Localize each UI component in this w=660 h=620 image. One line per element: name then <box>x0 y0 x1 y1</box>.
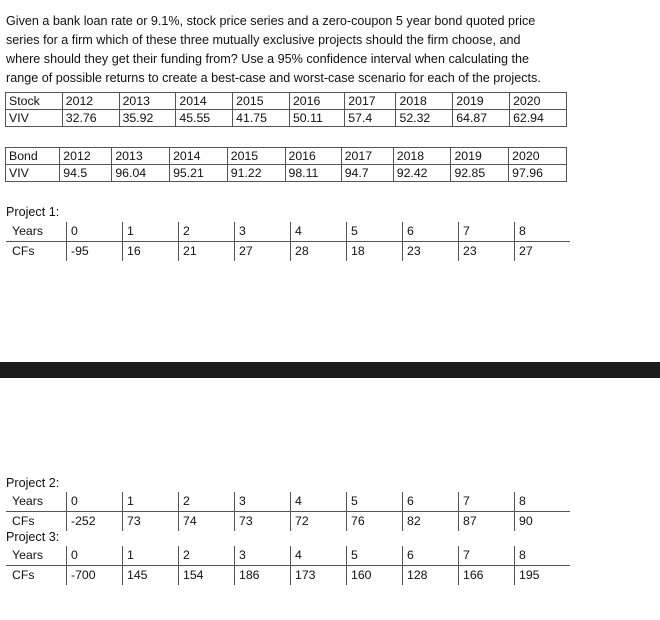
table-cell: VIV <box>6 165 60 182</box>
cf-cell: 87 <box>459 512 515 532</box>
cf-cell: 195 <box>515 566 571 586</box>
table-cell: 2017 <box>345 93 396 110</box>
year-cell: 2 <box>179 492 235 512</box>
cf-cell: 23 <box>403 242 459 262</box>
table-cell: 2020 <box>510 93 567 110</box>
table-cell: 2014 <box>170 148 228 165</box>
year-cell: 2 <box>179 546 235 566</box>
cf-cell: -95 <box>67 242 123 262</box>
bond-table-data-row <box>6 165 567 182</box>
table-cell: 32.76 <box>62 110 119 127</box>
year-cell: 8 <box>515 222 571 242</box>
table-cell: 35.92 <box>119 110 176 127</box>
table-cell: Bond <box>6 148 60 165</box>
table-cell: 2017 <box>341 148 393 165</box>
table-cell: 41.75 <box>233 110 290 127</box>
cf-cell: 128 <box>403 566 459 586</box>
bond-table-header-row <box>6 148 567 165</box>
bond-price-table <box>5 147 567 182</box>
table-cell: 2018 <box>396 93 453 110</box>
table-cell: 91.22 <box>227 165 285 182</box>
question-line: where should they get their funding from? Use a 95% confidence interval when calculating the <box>6 52 529 66</box>
year-cell: 7 <box>459 222 515 242</box>
year-cell: 8 <box>515 546 571 566</box>
cf-cell: 72 <box>291 512 347 532</box>
question-line: range of possible returns to create a best-case and worst-case scenario for each of the projects. <box>6 71 541 85</box>
cf-cell: 173 <box>291 566 347 586</box>
stock-price-table <box>5 92 567 127</box>
cf-cell: 90 <box>515 512 571 532</box>
table-cell: 2018 <box>393 148 451 165</box>
table-cell: 2015 <box>233 93 290 110</box>
stock-table-data-row <box>6 110 567 127</box>
project-1-table <box>6 222 570 261</box>
cf-cell: 16 <box>123 242 179 262</box>
year-cell: 7 <box>459 546 515 566</box>
project-2-cfs-row <box>6 512 570 532</box>
table-cell: VIV <box>6 110 63 127</box>
table-cell: 2015 <box>227 148 285 165</box>
project-2-years-row <box>6 492 570 512</box>
year-cell: 6 <box>403 546 459 566</box>
cf-cell: 27 <box>235 242 291 262</box>
years-label: Years <box>6 492 67 512</box>
year-cell: 5 <box>347 222 403 242</box>
project-1-years-row <box>6 222 570 242</box>
table-cell: Stock <box>6 93 63 110</box>
table-cell: 94.5 <box>60 165 112 182</box>
table-cell: 96.04 <box>112 165 170 182</box>
table-cell: 2014 <box>176 93 233 110</box>
year-cell: 1 <box>123 492 179 512</box>
year-cell: 5 <box>347 492 403 512</box>
cf-cell: 73 <box>235 512 291 532</box>
table-cell: 2020 <box>509 148 567 165</box>
cfs-label: CFs <box>12 514 35 528</box>
cf-cell: -252 <box>67 512 123 532</box>
year-cell: 3 <box>235 492 291 512</box>
year-cell: 5 <box>347 546 403 566</box>
year-cell: 2 <box>179 222 235 242</box>
question-line: Given a bank loan rate or 9.1%, stock price series and a zero-coupon 5 year bond quoted price <box>6 14 536 28</box>
year-cell: 8 <box>515 492 571 512</box>
project-2-title: Project 2: <box>6 476 60 490</box>
project-3-table <box>6 546 570 585</box>
year-cell: 4 <box>291 546 347 566</box>
year-cell: 6 <box>403 222 459 242</box>
cf-cell: 76 <box>347 512 403 532</box>
project-1-cfs-row <box>6 242 570 262</box>
cf-cell: 23 <box>459 242 515 262</box>
table-cell: 50.11 <box>289 110 344 127</box>
cfs-label: CFs <box>12 244 35 258</box>
cf-cell: 18 <box>347 242 403 262</box>
table-cell: 97.96 <box>509 165 567 182</box>
cfs-label: CFs <box>12 568 35 582</box>
year-cell: 6 <box>403 492 459 512</box>
cf-cell: 73 <box>123 512 179 532</box>
stock-table-header-row <box>6 93 567 110</box>
table-cell: 2013 <box>112 148 170 165</box>
year-cell: 3 <box>235 222 291 242</box>
table-cell: 2016 <box>289 93 344 110</box>
table-cell: 98.11 <box>285 165 341 182</box>
project-3-years-row <box>6 546 570 566</box>
year-cell: 4 <box>291 222 347 242</box>
table-cell: 2019 <box>451 148 509 165</box>
table-cell: 57.4 <box>345 110 396 127</box>
table-cell: 92.42 <box>393 165 451 182</box>
table-cell: 92.85 <box>451 165 509 182</box>
cf-cell: 166 <box>459 566 515 586</box>
cf-cell: 21 <box>179 242 235 262</box>
cf-cell: 27 <box>515 242 571 262</box>
table-cell: 64.87 <box>453 110 510 127</box>
year-cell: 0 <box>67 546 123 566</box>
cf-cell: 28 <box>291 242 347 262</box>
cf-cell: 74 <box>179 512 235 532</box>
cf-cell: 186 <box>235 566 291 586</box>
question-line: series for a firm which of these three mutually exclusive projects should the firm choose, and <box>6 33 521 47</box>
separator-bar <box>0 362 660 378</box>
years-label: Years <box>6 546 67 566</box>
years-label: Years <box>6 222 67 242</box>
year-cell: 1 <box>123 222 179 242</box>
question-text <box>6 12 656 88</box>
year-cell: 1 <box>123 546 179 566</box>
table-cell: 2019 <box>453 93 510 110</box>
cf-cell: 160 <box>347 566 403 586</box>
table-cell: 2016 <box>285 148 341 165</box>
cf-cell: 145 <box>123 566 179 586</box>
table-cell: 94.7 <box>341 165 393 182</box>
cf-cell: -700 <box>67 566 123 586</box>
project-3-title: Project 3: <box>6 530 60 544</box>
table-cell: 52.32 <box>396 110 453 127</box>
cf-cell: 82 <box>403 512 459 532</box>
table-cell: 62.94 <box>510 110 567 127</box>
table-cell: 2012 <box>60 148 112 165</box>
table-cell: 95.21 <box>170 165 228 182</box>
table-cell: 2013 <box>119 93 176 110</box>
cf-cell: 154 <box>179 566 235 586</box>
year-cell: 3 <box>235 546 291 566</box>
year-cell: 4 <box>291 492 347 512</box>
year-cell: 0 <box>67 222 123 242</box>
project-1-title: Project 1: <box>6 205 60 219</box>
year-cell: 0 <box>67 492 123 512</box>
project-2-table <box>6 492 570 531</box>
project-3-cfs-row <box>6 566 570 586</box>
table-cell: 2012 <box>62 93 119 110</box>
table-cell: 45.55 <box>176 110 233 127</box>
year-cell: 7 <box>459 492 515 512</box>
